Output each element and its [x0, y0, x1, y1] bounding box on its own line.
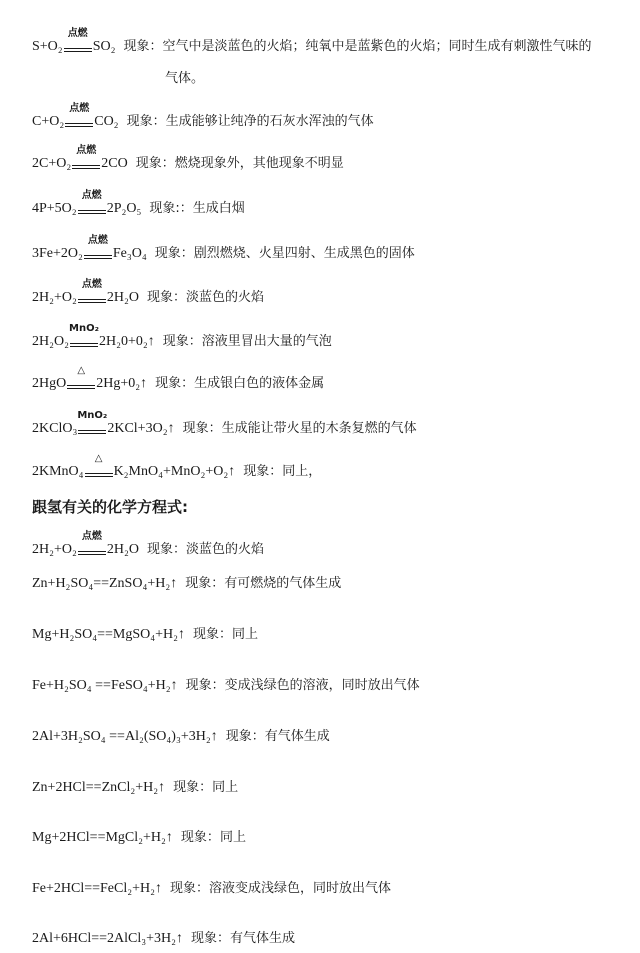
observation-label: 现象：	[191, 931, 231, 946]
observation-label: 现象：	[182, 421, 222, 436]
equation: Zn+H₂SO₄==ZnSO₄+H₂↑	[32, 576, 178, 591]
equation-lhs: 2HgO	[32, 376, 67, 391]
observation-label: 现象：	[154, 246, 194, 261]
equation-rhs: CO₂	[94, 114, 119, 129]
condition-label: 点燃	[81, 190, 102, 201]
equation-rhs: 2H₂O	[106, 542, 139, 557]
observation-text: 生成能够让纯净的石灰水浑浊的气体	[165, 114, 374, 129]
reaction-condition	[77, 531, 107, 559]
equation-lhs: 2H₂O₂	[32, 334, 69, 349]
observation-label: 现象：	[185, 576, 225, 591]
observation-text: 淡蓝色的火焰	[186, 542, 265, 557]
observation-text: 同上	[232, 627, 259, 642]
observation-label: 现象：	[170, 881, 210, 896]
equation-rhs: 2H₂0+0₂↑	[98, 334, 155, 349]
equation-lhs: 2KMnO₄	[32, 464, 84, 479]
condition-label: 点燃	[76, 145, 97, 156]
equation-lhs: 4P+5O₂	[32, 201, 77, 216]
equation-row	[32, 531, 265, 559]
equation-lhs: 2KClO₃	[32, 421, 78, 436]
equation-row	[32, 829, 246, 847]
equation: Zn+2HCl==ZnCl₂+H₂↑	[32, 780, 166, 795]
equation-lhs: 2C+O₂	[32, 156, 72, 171]
condition-label: 点燃	[81, 531, 102, 542]
observation-text: 变成浅绿色的溶液，同时放出气体	[224, 678, 420, 693]
section-heading: 跟氢有关的化学方程式:	[32, 498, 188, 516]
reaction-condition	[77, 410, 108, 438]
equation: 2Al+3H₂SO₄ ==Al₂(SO₄)₃+3H₂↑	[32, 729, 218, 744]
observation-text: 燃烧现象外，其他现象不明显	[174, 156, 344, 171]
equation: Mg+2HCl==MgCl₂+H₂↑	[32, 830, 173, 845]
equation-rhs: K₂MnO₄+MnO₂+O₂↑	[113, 464, 236, 479]
equation-row	[32, 235, 415, 263]
equation-lhs: 2H₂+O₂	[32, 290, 77, 305]
condition-label: △	[94, 453, 103, 464]
reaction-condition	[63, 28, 93, 56]
reaction-condition	[77, 190, 107, 218]
equation: Mg+H₂SO₄==MgSO₄+H₂↑	[32, 627, 186, 642]
equation-rhs: Fe₃O₄	[112, 246, 147, 261]
reaction-condition	[77, 279, 107, 307]
equation-row	[32, 323, 332, 351]
reaction-condition	[84, 453, 114, 481]
equals-bar	[85, 473, 113, 477]
condition-label: MnO₂	[69, 323, 99, 334]
equation-row	[32, 779, 238, 797]
equation-lhs: 2H₂+O₂	[32, 542, 77, 557]
equation-rhs: 2Hg+0₂↑	[96, 376, 148, 391]
equation-rhs: SO₂	[92, 39, 116, 54]
observation-text: 生成银白色的液体金属	[194, 376, 325, 391]
observation-label: 现象：	[147, 290, 187, 305]
observation-label: 现象：	[147, 542, 187, 557]
equation-row	[32, 626, 258, 644]
observation-label: 现象：	[123, 39, 163, 54]
reaction-condition	[66, 365, 96, 393]
equation-row	[32, 453, 322, 481]
equals-bar	[65, 123, 93, 127]
condition-label: 点燃	[69, 103, 90, 114]
equation-lhs: C+O₂	[32, 114, 65, 129]
observation-label: 现象：	[162, 334, 202, 349]
equation-lhs: 3Fe+2O₂	[32, 246, 83, 261]
observation-text: 同上	[219, 830, 246, 845]
equals-bar	[78, 430, 106, 434]
equation-row	[32, 728, 330, 746]
condition-label: 点燃	[67, 28, 88, 39]
equation-row	[32, 575, 341, 593]
observation-text: 同上，	[282, 464, 322, 479]
equation-rhs: 2P₂O₅	[106, 201, 142, 216]
reaction-condition	[64, 103, 94, 131]
condition-label: 点燃	[81, 279, 102, 290]
equation-row	[32, 28, 592, 56]
equation: Fe+H₂SO₄ ==FeSO₄+H₂↑	[32, 678, 178, 693]
observation-label: 现象：	[193, 627, 233, 642]
observation-label: 现象：	[225, 729, 265, 744]
observation-text: 溶液里冒出大量的气泡	[201, 334, 332, 349]
equation-row	[32, 365, 325, 393]
equals-bar	[78, 210, 106, 214]
equation-rhs: 2KCl+3O₂↑	[107, 421, 175, 436]
observation-label: 现象：	[180, 830, 220, 845]
observation-label: 现象：	[185, 678, 225, 693]
equation-row	[32, 145, 344, 173]
observation-text: 生成白烟	[192, 201, 245, 216]
condition-label: MnO₂	[77, 410, 108, 421]
equation-rhs: 2CO	[101, 156, 128, 171]
equation-lhs: S+O₂	[32, 39, 63, 54]
observation-text: 剧烈燃烧、火星四射、生成黑色的固体	[193, 246, 415, 261]
observation-label: 现象：	[173, 780, 213, 795]
observation-text: 溶液变成浅绿色，同时放出气体	[209, 881, 392, 896]
reaction-condition	[69, 323, 99, 351]
condition-label: 点燃	[87, 235, 108, 246]
equals-bar	[64, 48, 92, 52]
observation-text: 同上	[212, 780, 239, 795]
observation-continuation: 气体。	[165, 71, 205, 86]
equals-bar	[78, 299, 106, 303]
observation-text: 有可燃烧的气体生成	[224, 576, 342, 591]
observation-label: 现象：	[155, 376, 195, 391]
equation-row	[32, 880, 391, 898]
reaction-condition	[71, 145, 101, 173]
equation-row	[32, 677, 420, 695]
observation-label: 现象：	[126, 114, 166, 129]
observation-text: 有气体生成	[264, 729, 330, 744]
equation: 2Al+6HCl==2AlCl₃+3H₂↑	[32, 931, 184, 946]
equals-bar	[78, 551, 106, 555]
observation-label: 现象：	[243, 464, 283, 479]
observation-text: 生成能让带火星的木条复燃的气体	[221, 421, 417, 436]
equation-row	[32, 410, 417, 438]
equation-row	[32, 190, 245, 218]
equals-bar	[72, 165, 100, 169]
equals-bar	[84, 255, 112, 259]
reaction-condition	[83, 235, 113, 263]
equals-bar	[67, 385, 95, 389]
equals-bar	[70, 343, 98, 347]
equation-row	[32, 103, 374, 131]
equation: Fe+2HCl==FeCl₂+H₂↑	[32, 881, 163, 896]
observation-text: 淡蓝色的火焰	[186, 290, 265, 305]
equation-row	[32, 279, 265, 307]
observation-text: 空气中是淡蓝色的火焰；纯氧中是蓝紫色的火焰；同时生成有刺激性气味的	[162, 39, 592, 54]
condition-label: △	[77, 365, 86, 376]
equation-row	[32, 930, 295, 948]
observation-label: 现象：	[135, 156, 175, 171]
equation-rhs: 2H₂O	[106, 290, 139, 305]
observation-text: 有气体生成	[230, 931, 296, 946]
observation-label: 现象:：	[149, 201, 193, 216]
